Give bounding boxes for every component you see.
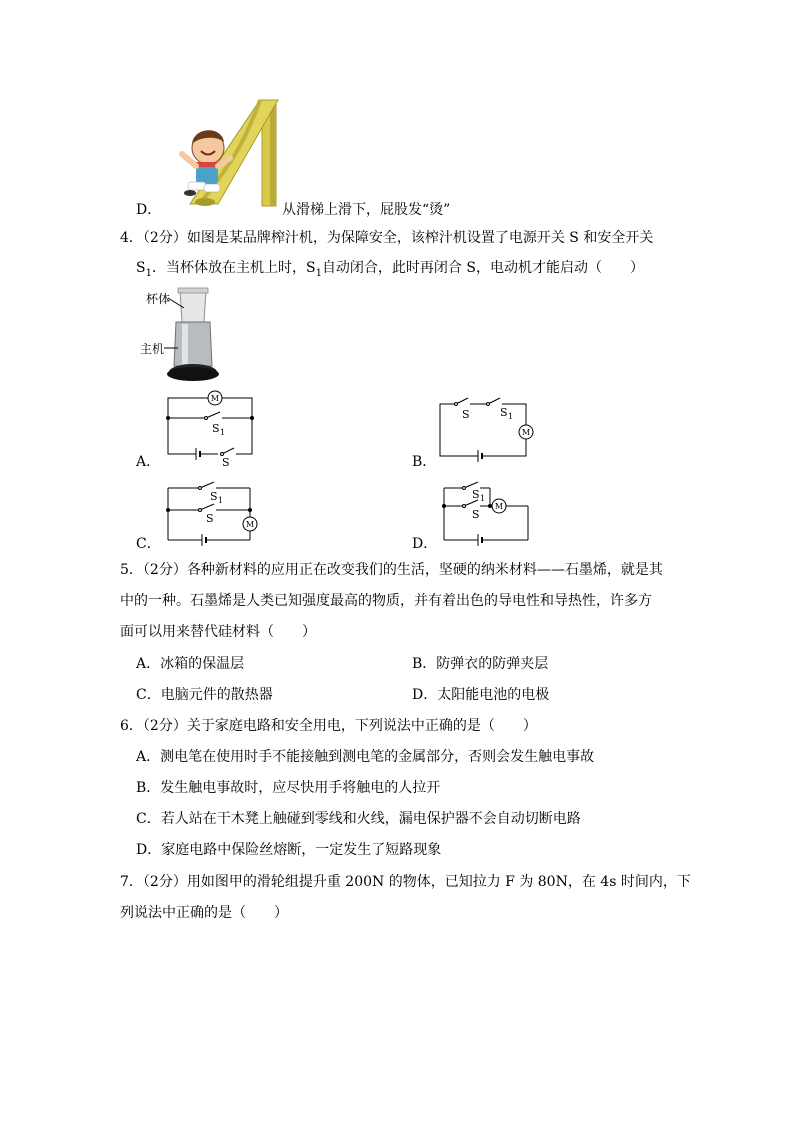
question-score: （2分） (142, 562, 187, 578)
s1-sub: 1 (218, 496, 224, 505)
q3-slide-image (160, 96, 284, 215)
question-text: 如图是某品牌榨汁机，为保障安全，该榨汁机设置了电源开关 S 和安全开关 (186, 230, 654, 246)
s1-sub: 1 (220, 428, 226, 437)
q4-option-c: C． (136, 536, 161, 552)
text-fragment: 自动闭合，此时再闭合 S，电动机才能启动（ ） (321, 260, 644, 276)
motor-label: M (521, 428, 531, 437)
q3-option-d-text: 从滑梯上滑下，屁股发“烫” (282, 202, 451, 218)
slide-illustration (160, 96, 284, 211)
q5-option-c: C．电脑元件的散热器 (136, 687, 273, 703)
question-text: 各种新材料的应用正在改变我们的生活，坚硬的纳米材料——石墨烯，就是其 (186, 562, 663, 578)
circuit-b-diagram (436, 394, 536, 466)
q3-option-d (136, 200, 161, 220)
q7-stem-line1 (120, 872, 691, 892)
question-number: 5． (120, 562, 143, 578)
q5-stem-line2: 中的一种。石墨烯是人类已知强度最高的物质，并有着出色的导电性和导热性，许多方 (120, 593, 652, 609)
q7-stem-line2: 列说法中正确的是（ ） (120, 905, 288, 921)
s-label: S (462, 408, 470, 421)
q4-option-a: A． (136, 454, 161, 470)
question-score: （2分） (142, 718, 187, 734)
q5-stem-line1 (120, 560, 663, 580)
question-score: （2分） (142, 874, 187, 890)
option-letter: D． (136, 202, 162, 218)
motor-label: M (494, 502, 504, 511)
question-text: 用如图甲的滑轮组提升重 200N 的物体，已知拉力 F 为 80N，在 4s 时间内，下 (186, 874, 691, 890)
circuit-c-diagram (160, 476, 260, 550)
q6-option-a: A．测电笔在使用时手不能接触到测电笔的金属部分，否则会发生触电事故 (136, 749, 595, 765)
subscript: 1 (145, 267, 152, 279)
question-number: 6． (120, 718, 143, 734)
q5-option-d: D．太阳能电池的电极 (412, 687, 550, 703)
s1-label: S (210, 490, 218, 503)
s1-label: S (500, 406, 508, 419)
q5-stem-line3: 面可以用来替代硅材料（ ） (120, 624, 316, 640)
circuit-b (436, 394, 536, 470)
text-fragment: ．当杯体放在主机上时，S (151, 260, 316, 276)
q6-option-b: B．发生触电事故时，应尽快用手将触电的人拉开 (136, 780, 441, 796)
q4-stem-line1 (120, 228, 653, 248)
s1-label: S (472, 488, 480, 501)
s-label: S (472, 508, 480, 521)
motor-label: M (210, 394, 220, 403)
question-number: 4． (120, 230, 143, 246)
text-fragment: S (136, 260, 146, 276)
s1-label: S (212, 422, 220, 435)
q6-option-c: C．若人站在干木凳上触碰到零线和火线，漏电保护器不会自动切断电路 (136, 811, 581, 827)
question-score: （2分） (142, 230, 187, 246)
q4-option-b: B． (412, 454, 437, 470)
circuit-d (436, 476, 536, 554)
motor-label: M (245, 520, 255, 529)
subscript: 1 (315, 267, 322, 279)
circuit-c (160, 476, 260, 554)
s-label: S (222, 456, 230, 466)
label-base: 主机 (140, 342, 165, 356)
q5-option-a: A．冰箱的保温层 (136, 656, 245, 672)
s-label: S (206, 512, 214, 525)
q6-option-d: D．家庭电路中保险丝熔断，一定发生了短路现象 (136, 842, 442, 858)
question-number: 7． (120, 874, 143, 890)
s1-sub: 1 (480, 494, 486, 503)
q6-stem-line1 (120, 716, 537, 736)
q4-option-d: D． (412, 536, 438, 552)
circuit-a-diagram (160, 386, 260, 466)
s1-sub: 1 (508, 412, 514, 421)
circuit-a (160, 386, 260, 470)
q5-option-b: B．防弹衣的防弹夹层 (412, 656, 549, 672)
question-text: 关于家庭电路和安全用电，下列说法中正确的是（ ） (186, 718, 537, 734)
circuit-d-diagram (436, 476, 536, 550)
label-cup: 杯体 (146, 292, 171, 306)
q4-stem-line2 (136, 258, 644, 284)
